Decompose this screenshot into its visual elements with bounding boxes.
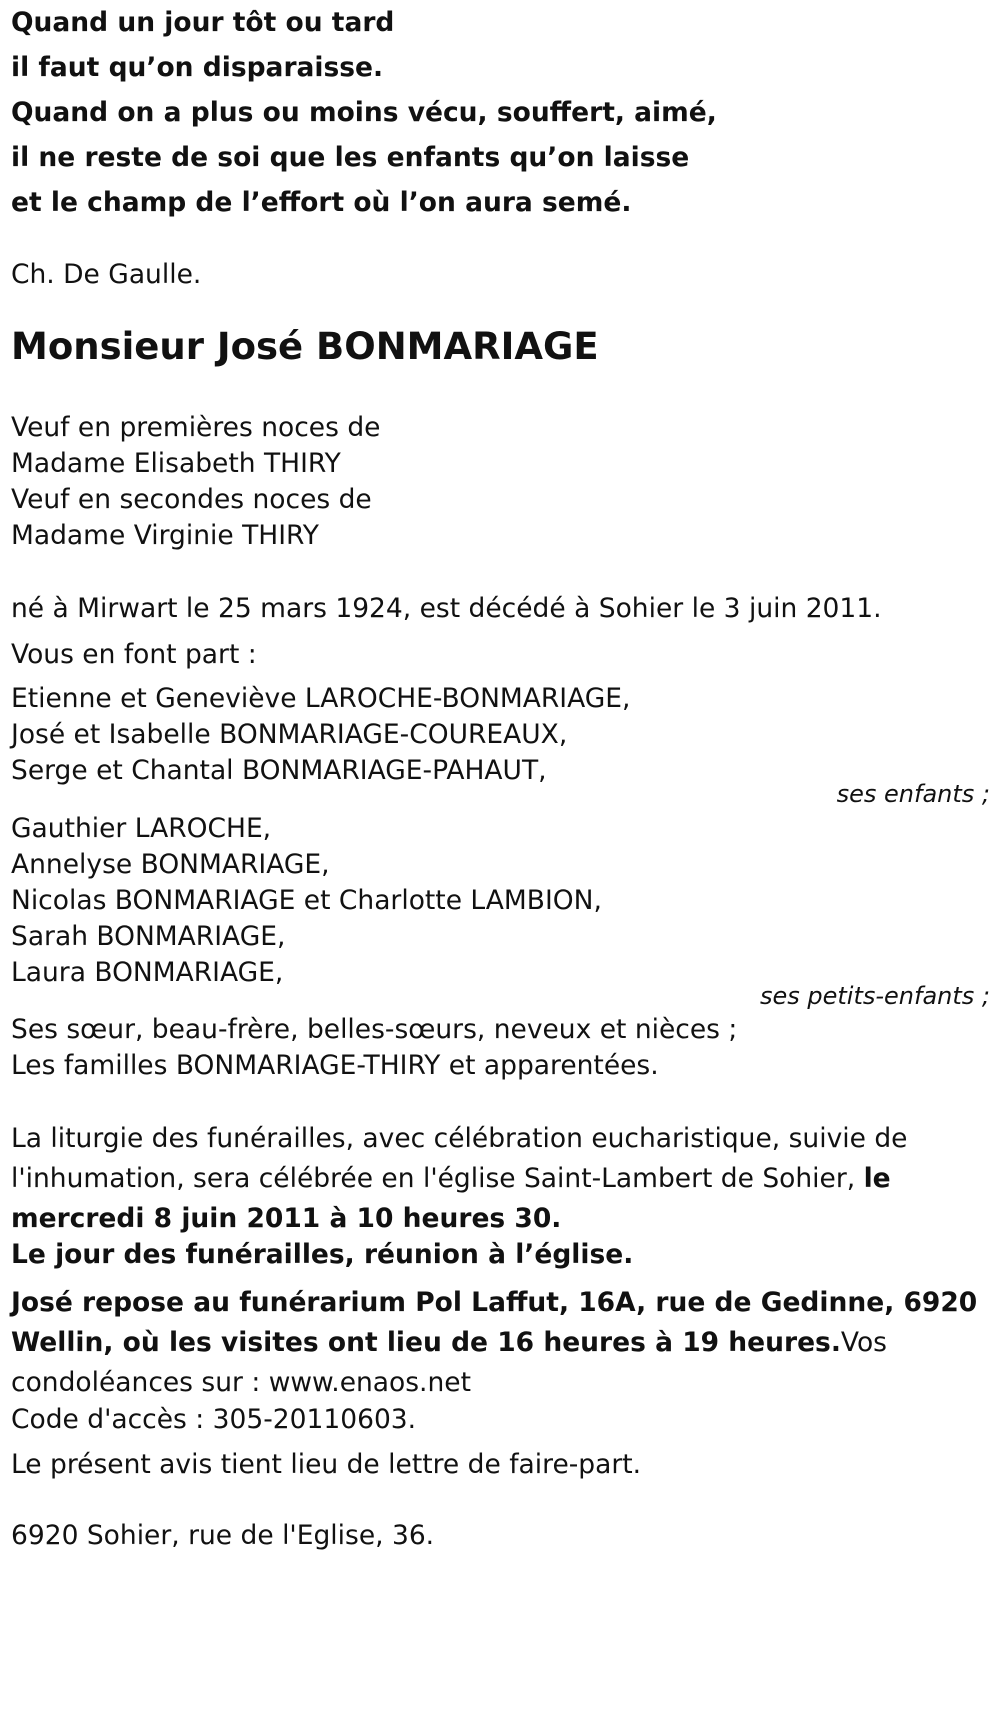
funeral-date: le mercredi 8 juin 2011 à 10 heures 30.: [11, 1163, 891, 1234]
notice-text: Le présent avis tient lieu de lettre de faire-part.: [11, 1449, 642, 1480]
spouse-2: Madame Virginie THIRY: [11, 520, 319, 551]
family-line-1: Ses sœur, beau-frère, belles-sœurs, neveux et nièces ;: [11, 1014, 738, 1045]
grandchild-item: Annelyse BONMARIAGE,: [11, 849, 330, 880]
poem-line-4: il ne reste de soi que les enfants qu’on laisse: [11, 142, 690, 173]
condolences-text: Vos condoléances sur : www.enaos.net: [11, 1327, 887, 1398]
grandchild-item: Gauthier LAROCHE,: [11, 813, 272, 844]
child-item: Serge et Chantal BONMARIAGE-PAHAUT,: [11, 755, 547, 786]
widow-line-1: Veuf en premières noces de: [11, 412, 381, 443]
birth-death: né à Mirwart le 25 mars 1924, est décédé à Sohier le 3 juin 2011.: [11, 593, 882, 624]
child-item: José et Isabelle BONMARIAGE-COUREAUX,: [11, 719, 568, 750]
access-code: Code d'accès : 305-20110603.: [11, 1404, 417, 1435]
poem-author: Ch. De Gaulle.: [11, 259, 202, 290]
poem-line-3: Quand on a plus ou moins vécu, souffert, aimé,: [11, 97, 717, 128]
spouse-1: Madame Elisabeth THIRY: [11, 448, 341, 479]
family-line-2: Les familles BONMARIAGE-THIRY et apparentées.: [11, 1050, 659, 1081]
child-item: Etienne et Geneviève LAROCHE-BONMARIAGE,: [11, 683, 631, 714]
funeral-home-info: José repose au funérarium Pol Laffut, 16A, rue de Gedinne, 6920 Wellin, où les visites ont lieu de 16 heures à 19 heures.: [11, 1287, 978, 1358]
liturgy-paragraph: [11, 1119, 986, 1239]
poem-line-5: et le champ de l’effort où l’on aura semé.: [11, 187, 632, 218]
deceased-name: Monsieur José BONMARIAGE: [11, 325, 599, 368]
liturgy-text: La liturgie des funérailles, avec célébration eucharistique, suivie de l'inhumation, sera célébrée en l'église Saint-Lambert de Sohier,: [11, 1123, 908, 1194]
grandchild-item: Nicolas BONMARIAGE et Charlotte LAMBION,: [11, 885, 602, 916]
children-label: ses enfants ;: [836, 780, 990, 808]
meeting-notice: Le jour des funérailles, réunion à l’église.: [11, 1239, 634, 1270]
funeral-home-paragraph: [11, 1283, 986, 1403]
poem-line-2: il faut qu’on disparaisse.: [11, 52, 384, 83]
address: 6920 Sohier, rue de l'Eglise, 36.: [11, 1520, 435, 1551]
widow-line-2: Veuf en secondes noces de: [11, 484, 372, 515]
grandchildren-label: ses petits-enfants ;: [759, 982, 990, 1010]
poem-line-1: Quand un jour tôt ou tard: [11, 7, 395, 38]
announce: Vous en font part :: [11, 639, 257, 670]
grandchild-item: Laura BONMARIAGE,: [11, 957, 284, 988]
grandchild-item: Sarah BONMARIAGE,: [11, 921, 286, 952]
